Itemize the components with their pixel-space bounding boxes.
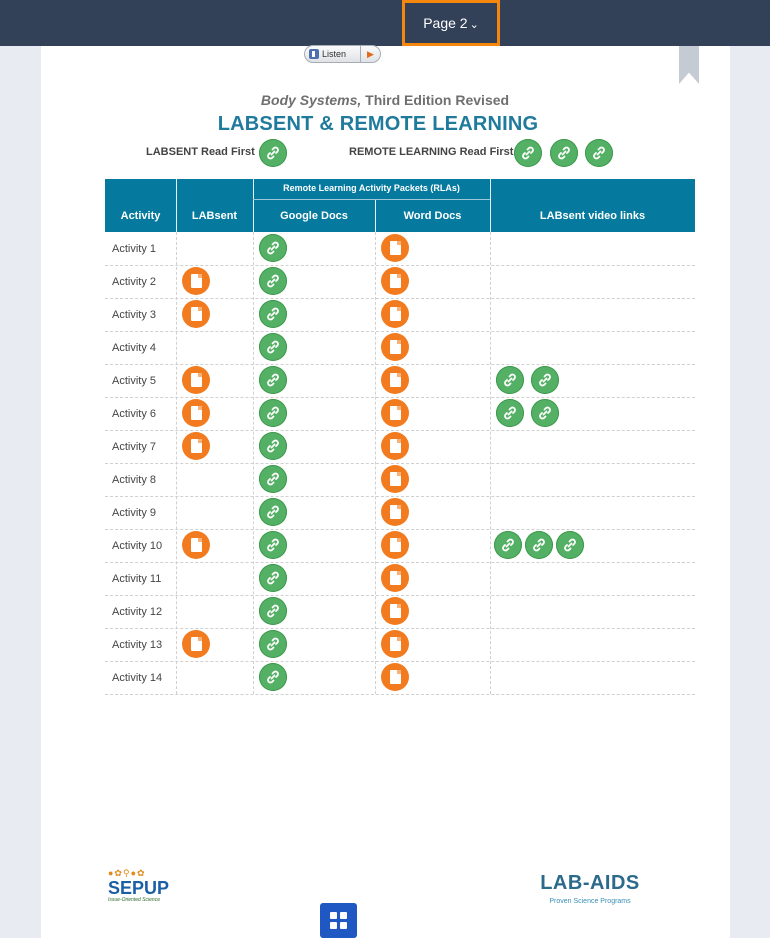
document-icon[interactable] <box>381 564 409 592</box>
grid-icon <box>330 912 337 919</box>
activity-label: Activity 3 <box>112 309 157 321</box>
activity-label: Activity 14 <box>112 672 163 684</box>
activity-label: Activity 8 <box>112 474 157 486</box>
document-icon[interactable] <box>182 300 210 328</box>
video-link-icon[interactable] <box>496 366 524 394</box>
link-icon[interactable] <box>259 399 287 427</box>
link-icon[interactable] <box>259 597 287 625</box>
link-icon[interactable] <box>259 630 287 658</box>
header-divider <box>253 199 490 200</box>
link-icon[interactable] <box>259 663 287 691</box>
document-icon[interactable] <box>182 366 210 394</box>
link-icon[interactable] <box>259 139 287 167</box>
video-link-icon[interactable] <box>525 531 553 559</box>
labaids-logo <box>520 872 660 912</box>
activity-label: Activity 11 <box>112 573 162 585</box>
row-divider <box>105 661 695 662</box>
link-icon[interactable] <box>259 465 287 493</box>
activity-label: Activity 13 <box>112 639 163 651</box>
book-title: Body Systems, <box>260 92 362 108</box>
link-icon[interactable] <box>259 234 287 262</box>
row-divider <box>105 529 695 530</box>
row-divider <box>105 628 695 629</box>
document-icon[interactable] <box>381 630 409 658</box>
header-divider <box>490 179 491 232</box>
header-divider <box>176 179 177 232</box>
video-link-icon[interactable] <box>496 399 524 427</box>
link-icon[interactable] <box>259 432 287 460</box>
link-icon[interactable] <box>585 139 613 167</box>
row-divider <box>105 463 695 464</box>
activity-label: Activity 5 <box>112 375 157 387</box>
activity-label: Activity 9 <box>112 507 157 519</box>
document-icon[interactable] <box>381 663 409 691</box>
link-icon[interactable] <box>259 267 287 295</box>
listen-label: Listen <box>322 49 347 59</box>
link-icon[interactable] <box>514 139 542 167</box>
page-selector-label: Page 2 <box>423 15 468 31</box>
col-header-labsent: LABsent <box>191 210 238 222</box>
document-icon[interactable] <box>381 333 409 361</box>
video-link-icon[interactable] <box>531 366 559 394</box>
document-icon[interactable] <box>381 432 409 460</box>
grid-menu-button[interactable] <box>320 903 357 938</box>
link-icon[interactable] <box>259 564 287 592</box>
row-divider <box>105 496 695 497</box>
play-icon[interactable]: ▶ <box>360 46 380 62</box>
document-icon[interactable] <box>381 366 409 394</box>
document-title: LABSENT & REMOTE LEARNING <box>217 113 539 135</box>
col-header-google-docs: Google Docs <box>280 210 348 222</box>
speaker-icon <box>309 49 319 59</box>
document-icon[interactable] <box>381 531 409 559</box>
document-icon[interactable] <box>381 597 409 625</box>
sepup-logo <box>108 868 182 908</box>
page-selector-button[interactable] <box>402 0 500 46</box>
rla-group-header: Remote Learning Activity Packets (RLAs) <box>283 183 460 193</box>
row-divider <box>105 364 695 365</box>
sepup-wordmark: SEPUP <box>108 878 170 898</box>
document-icon[interactable] <box>381 267 409 295</box>
row-divider <box>105 562 695 563</box>
document-icon[interactable] <box>182 267 210 295</box>
activity-label: Activity 7 <box>112 441 157 453</box>
link-icon[interactable] <box>259 498 287 526</box>
col-header-video-links: LABsent video links <box>539 210 646 222</box>
top-toolbar <box>0 0 770 46</box>
row-divider <box>105 694 695 695</box>
row-divider <box>105 298 695 299</box>
document-subtitle <box>0 92 770 108</box>
document-icon[interactable] <box>381 399 409 427</box>
link-icon[interactable] <box>259 531 287 559</box>
listen-button[interactable] <box>304 45 381 63</box>
document-icon[interactable] <box>182 531 210 559</box>
link-icon[interactable] <box>259 300 287 328</box>
activity-label: Activity 1 <box>112 243 157 255</box>
document-icon[interactable] <box>182 399 210 427</box>
activity-label: Activity 12 <box>112 606 163 618</box>
chevron-down-icon: ⌄ <box>469 19 479 31</box>
col-header-word-docs: Word Docs <box>403 210 462 222</box>
document-icon[interactable] <box>381 498 409 526</box>
labaids-wordmark: LAB-AIDS <box>540 872 640 894</box>
sepup-tagline: Issue-Oriented Science <box>108 897 160 903</box>
document-icon[interactable] <box>381 300 409 328</box>
remote-read-first-label: REMOTE LEARNING Read First <box>349 146 514 158</box>
activity-label: Activity 6 <box>112 408 157 420</box>
col-header-activity: Activity <box>120 210 161 222</box>
link-icon[interactable] <box>550 139 578 167</box>
row-divider <box>105 430 695 431</box>
document-icon[interactable] <box>182 432 210 460</box>
science-glyphs-icon: ●✿⚲●✿ <box>108 868 146 878</box>
activity-label: Activity 2 <box>112 276 157 288</box>
document-icon[interactable] <box>381 234 409 262</box>
row-divider <box>105 595 695 596</box>
activity-label: Activity 4 <box>112 342 157 354</box>
labsent-read-first-label: LABSENT Read First <box>146 146 255 158</box>
edition-text: Third Edition Revised <box>361 92 510 108</box>
labaids-tagline: Proven Science Programs <box>549 898 631 905</box>
row-divider <box>105 331 695 332</box>
link-icon[interactable] <box>259 333 287 361</box>
document-icon[interactable] <box>182 630 210 658</box>
video-link-icon[interactable] <box>531 399 559 427</box>
row-divider <box>105 397 695 398</box>
link-icon[interactable] <box>259 366 287 394</box>
video-link-icon[interactable] <box>556 531 584 559</box>
activity-label: Activity 10 <box>112 540 163 552</box>
row-divider <box>105 265 695 266</box>
document-icon[interactable] <box>381 465 409 493</box>
video-link-icon[interactable] <box>494 531 522 559</box>
